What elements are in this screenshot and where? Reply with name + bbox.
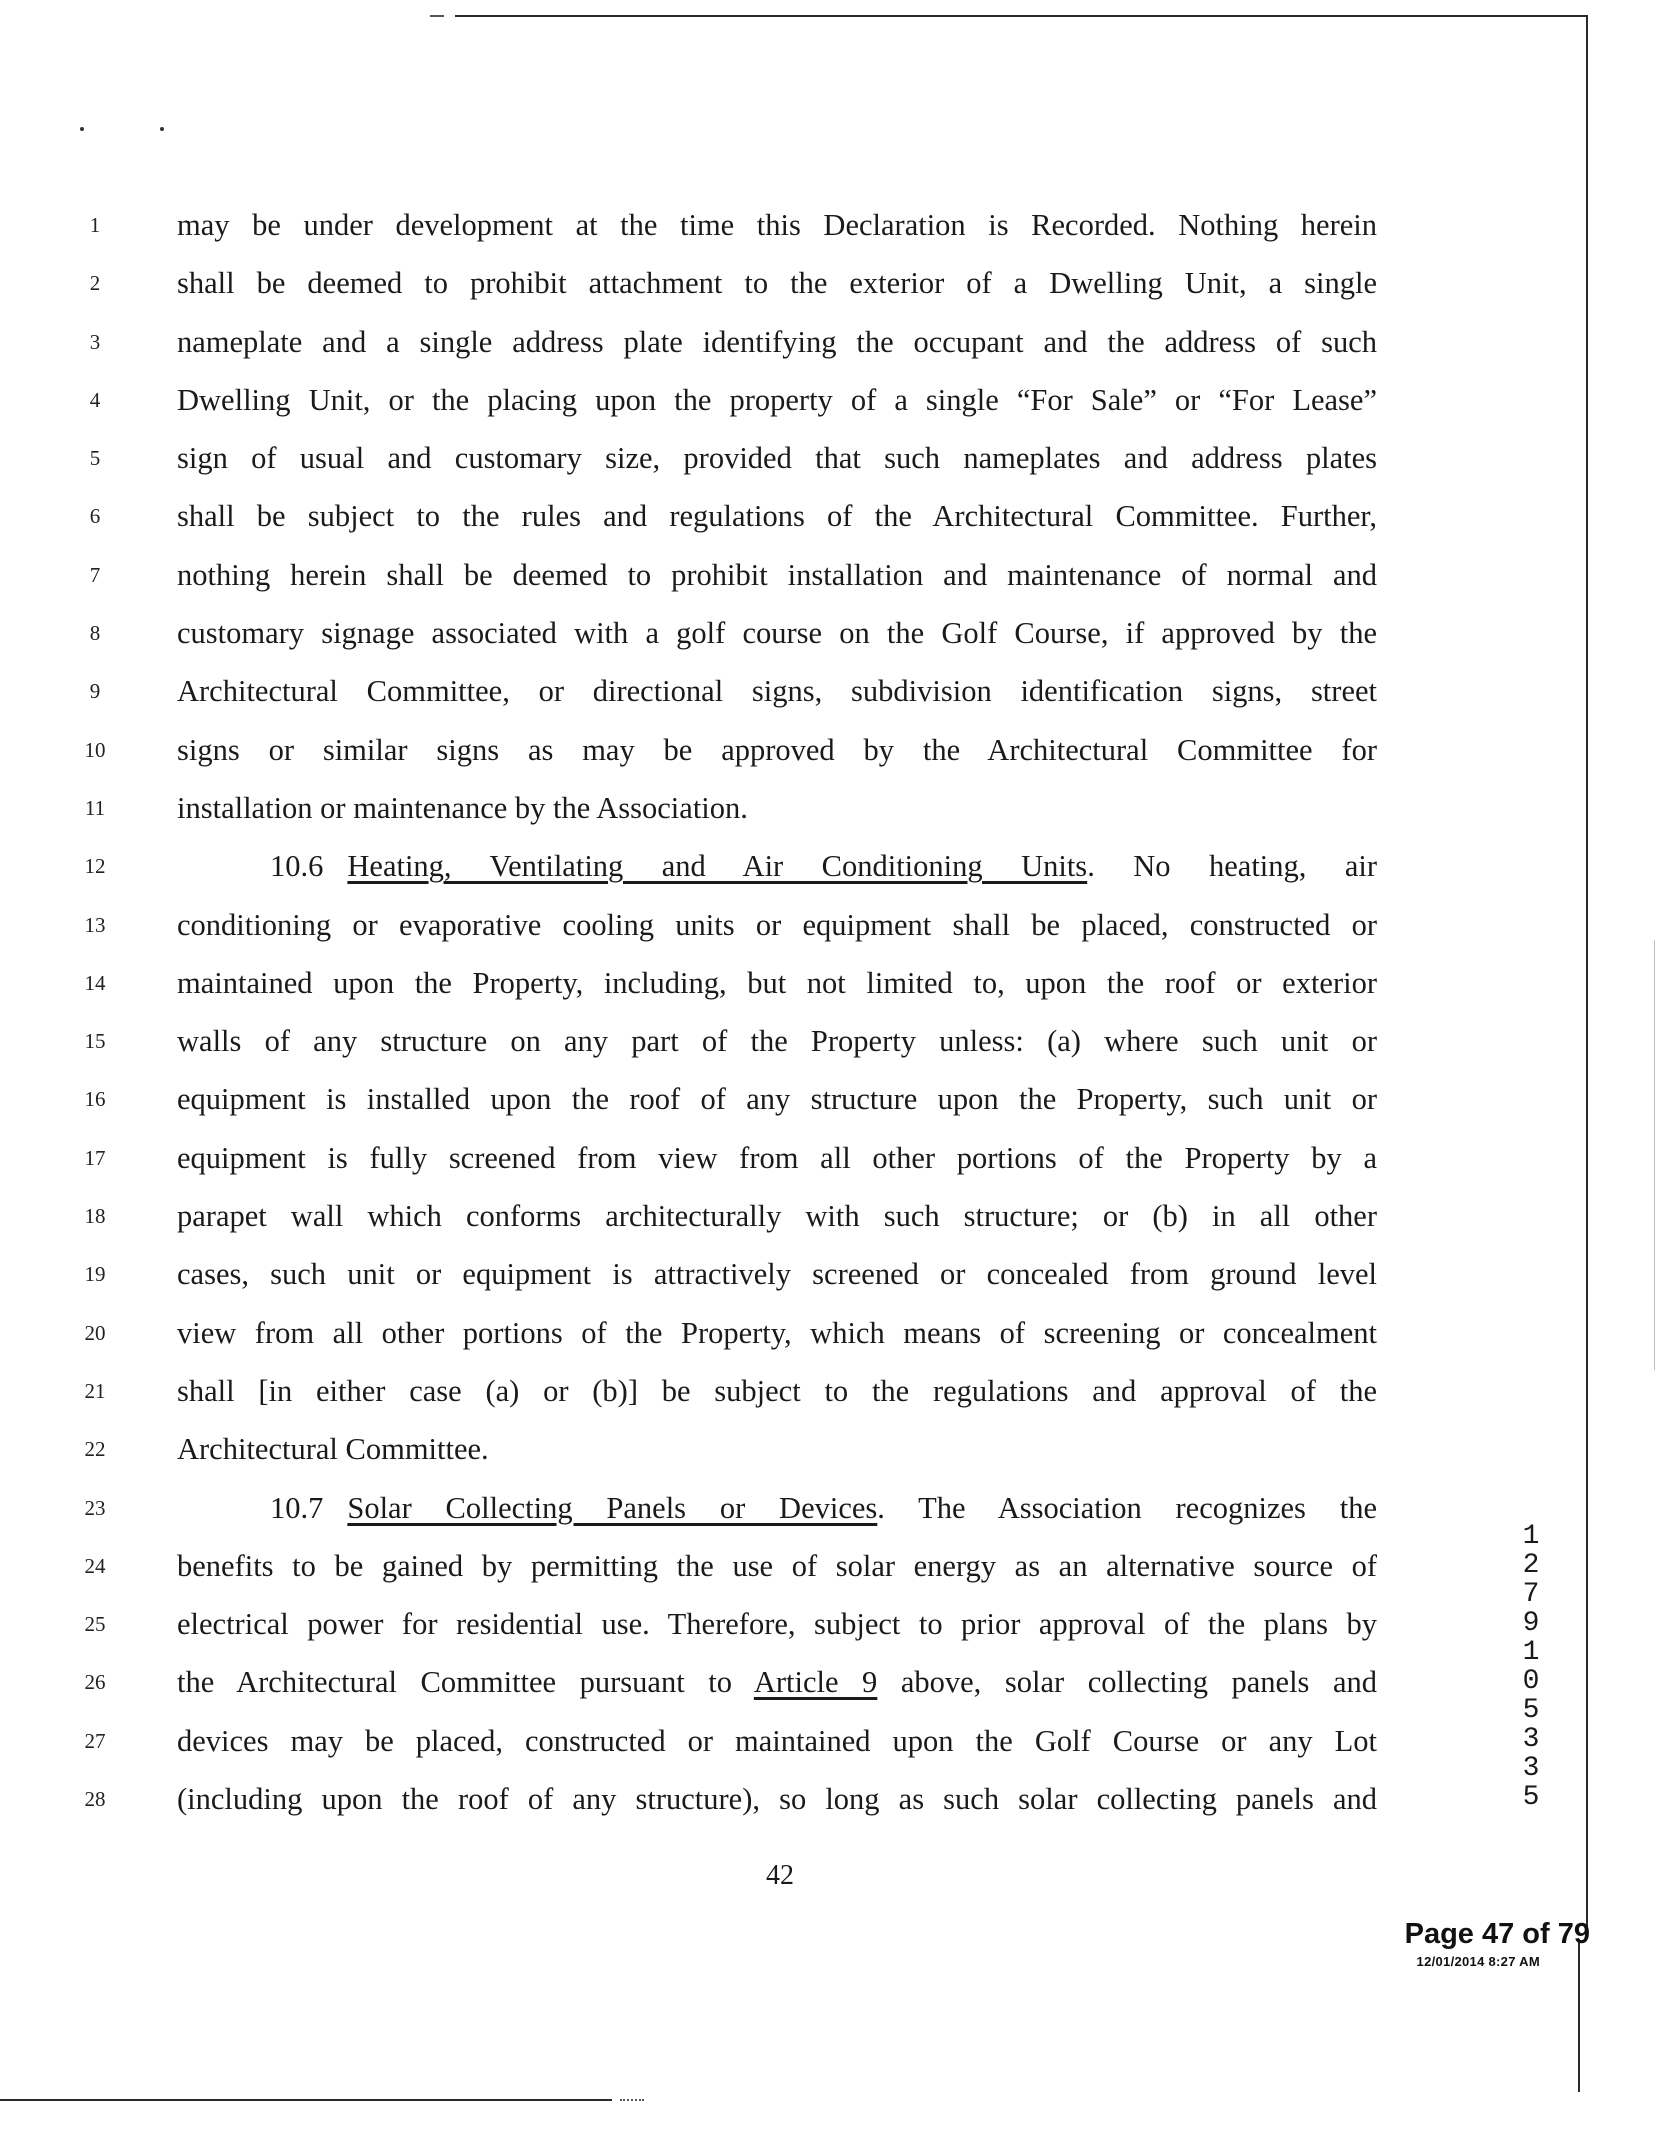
section-heading: Solar Collecting Panels or Devices — [347, 1490, 878, 1525]
text-line: signs or similar signs as may be approved by the Architectural Committee for — [177, 732, 1377, 767]
line-number: 6 — [89, 504, 101, 529]
line-number: 4 — [89, 387, 101, 412]
document-body — [177, 196, 1377, 1828]
bottom-dash-mark — [620, 2099, 644, 2101]
line-number: 24 — [84, 1553, 106, 1578]
right-scan-border — [1586, 16, 1588, 1936]
bottom-scan-border — [0, 2099, 612, 2101]
text-segment: above, solar collecting panels and — [900, 1665, 1377, 1700]
line-number: 8 — [89, 621, 101, 646]
text-line: view from all other portions of the Property, which means of screening or concealment — [177, 1315, 1377, 1350]
line-number: 19 — [84, 1262, 106, 1287]
line-number: 22 — [84, 1437, 106, 1462]
text-line: installation or maintenance by the Association. — [177, 790, 748, 825]
line-number: 10 — [84, 737, 106, 762]
section-number: 10.7 — [270, 1490, 324, 1525]
right-scan-border-lower — [1578, 1940, 1580, 2092]
recording-digit: 5 — [1522, 1782, 1540, 1813]
section-text: No heating, air — [1133, 849, 1378, 884]
line-number: 13 — [84, 912, 106, 937]
text-line: equipment is installed upon the roof of any structure upon the Property, such unit or — [177, 1082, 1377, 1117]
text-line: maintained upon the Property, including, but not limited to, upon the roof or exterior — [177, 965, 1377, 1000]
line-number: 28 — [84, 1787, 106, 1812]
recorder-timestamp: 12/01/2014 8:27 AM — [1416, 1954, 1540, 1969]
recording-digit: 7 — [1522, 1579, 1540, 1610]
line-number: 11 — [84, 795, 106, 820]
line-number: 20 — [84, 1320, 106, 1345]
line-number: 18 — [84, 1204, 106, 1229]
text-line: may be under development at the time this Declaration is Recorded. Nothing herein — [177, 208, 1377, 242]
line-number: 5 — [89, 446, 101, 471]
text-line: shall be deemed to prohibit attachment to the exterior of a Dwelling Unit, a single — [177, 266, 1377, 301]
text-line: customary signage associated with a golf course on the Golf Course, if approved by the — [177, 616, 1377, 651]
line-number: 7 — [89, 562, 101, 587]
text-line: Dwelling Unit, or the placing upon the property of a single “For Sale” or “For Lease” — [177, 382, 1377, 417]
recording-digit: 2 — [1522, 1550, 1540, 1581]
top-dash-mark — [430, 15, 444, 17]
recording-digit: 1 — [1522, 1521, 1540, 1552]
line-number: 23 — [84, 1495, 106, 1520]
text-line: conditioning or evaporative cooling units or equipment shall be placed, constructed or — [177, 907, 1377, 942]
section-number: 10.6 — [270, 849, 324, 884]
recording-digit: 5 — [1522, 1695, 1540, 1726]
recording-digit: 3 — [1522, 1724, 1540, 1755]
text-line: benefits to be gained by permitting the use of solar energy as an alternative source of — [177, 1548, 1377, 1583]
line-number: 3 — [89, 329, 101, 354]
line-number: 21 — [84, 1378, 106, 1403]
line-number: 16 — [84, 1087, 106, 1112]
page-number: 42 — [766, 1860, 794, 1891]
text-line: equipment is fully screened from view from all other portions of the Property by a — [177, 1140, 1377, 1175]
faint-scan-line — [1654, 940, 1655, 1370]
section-heading: Heating, Ventilating and Air Conditioning Units — [347, 849, 1088, 884]
text-line: Architectural Committee. — [177, 1432, 489, 1467]
line-number: 25 — [84, 1612, 106, 1637]
text-line: cases, such unit or equipment is attractively screened or concealed from ground level — [177, 1257, 1377, 1292]
text-line: shall be subject to the rules and regulations of the Architectural Committee. Further, — [177, 499, 1377, 534]
text-line: nameplate and a single address plate identifying the occupant and the address of such — [177, 324, 1377, 359]
text-line: sign of usual and customary size, provided that such nameplates and address plates — [177, 441, 1377, 476]
section-text: The Association recognizes the — [918, 1490, 1377, 1525]
text-line: nothing herein shall be deemed to prohibit installation and maintenance of normal and — [177, 557, 1377, 592]
top-scan-border — [455, 15, 1588, 17]
recording-digit: 3 — [1522, 1753, 1540, 1784]
recording-document-number — [1514, 1522, 1548, 1812]
text-line: electrical power for residential use. Therefore, subject to prior approval of the plans by — [177, 1607, 1377, 1642]
text-line: Architectural Committee, or directional signs, subdivision identification signs, street — [177, 674, 1377, 709]
line-number: 26 — [84, 1670, 106, 1695]
text-line: parapet wall which conforms architecturally with such structure; or (b) in all other — [177, 1199, 1377, 1234]
text-line: walls of any structure on any part of the Property unless: (a) where such unit or — [177, 1024, 1377, 1059]
text-line: (including upon the roof of any structure), so long as such solar collecting panels and — [177, 1782, 1377, 1817]
section-heading-line: 10.7 Solar Collecting Panels or Devices. The Association recognizes the — [270, 1490, 1377, 1525]
line-number: 27 — [84, 1728, 106, 1753]
recording-digit: 1 — [1522, 1637, 1540, 1668]
recording-digit: 9 — [1522, 1608, 1540, 1639]
scan-speck — [160, 127, 164, 131]
text-segment: the Architectural Committee pursuant to — [177, 1665, 732, 1700]
text-line — [177, 1653, 1377, 1711]
line-number: 9 — [89, 679, 101, 704]
line-number: 2 — [89, 271, 101, 296]
line-number: 12 — [84, 854, 106, 879]
recording-digit: 0 — [1522, 1666, 1540, 1697]
line-number: 15 — [84, 1029, 106, 1054]
line-number: 17 — [84, 1145, 106, 1170]
scan-speck — [80, 127, 84, 131]
text-line: shall [in either case (a) or (b)] be subject to the regulations and approval of the — [177, 1373, 1377, 1408]
line-number: 14 — [84, 970, 106, 995]
line-number: 1 — [89, 213, 101, 237]
text-line: devices may be placed, constructed or maintained upon the Golf Course or any Lot — [177, 1723, 1377, 1758]
section-heading-line: 10.6 Heating, Ventilating and Air Conditioning Units. No heating, air — [270, 849, 1378, 884]
article-reference: Article 9 — [753, 1665, 878, 1700]
line-number-column — [70, 196, 120, 1828]
recorder-page-label: Page 47 of 79 — [1404, 1918, 1590, 1950]
